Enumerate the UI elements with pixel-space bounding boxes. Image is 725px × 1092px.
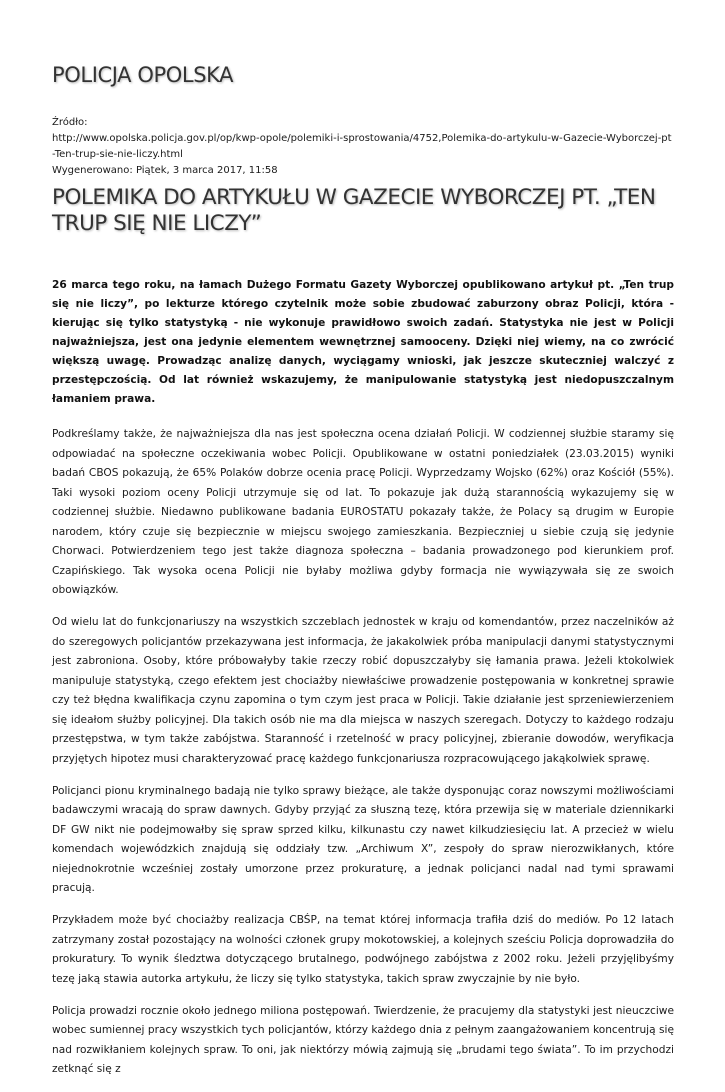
article-body: [52, 425, 674, 1092]
source-label: Źródło:: [52, 117, 88, 128]
article-lead: 26 marca tego roku, na łamach Dużego Formatu Gazety Wyborczej opublikowano artykuł pt. „Ten trup się nie liczy”, po lekturze którego czytelnik może sobie zbudować zaburzony obraz Policji, która - kierując się tylko statystyką - nie wykonuje prawidłowo swoich zadań. Statystyka nie jest w Policji najważniejsza, jest ona jedynie elementem wewnętrznej samooceny. Dzięki niej wiemy, na co zwrócić większą uwagę. Prowadząc analizę danych, wyciągamy wnioski, jak jeszcze skuteczniej walczyć z przestępczością. Od lat również wskazujemy, że manipulowanie statystyką jest niedopuszczalnym łamaniem prawa.: [52, 279, 674, 405]
article-title: POLEMIKA DO ARTYKUŁU W GAZECIE WYBORCZEJ PT. „TEN TRUP SIĘ NIE LICZY”: [52, 185, 656, 236]
source-url: http://www.opolska.policja.gov.pl/op/kwp-opole/polemiki-i-sprostowania/4752,Polemika-do-artykulu-w-Gazecie-Wyborczej-pt-Ten-trup-sie-nie-liczy.html: [52, 133, 672, 160]
article-paragraph: Od wielu lat do funkcjonariuszy na wszystkich szczeblach jednostek w kraju od komendantów, przez naczelników aż do szeregowych policjantów przekazywana jest informacja, że jakakolwiek próba manipulacji danymi statystycznymi jest zabroniona. Osoby, które próbowałyby takie rzeczy robić dopuszczałyby się łamania prawa. Jeżeli ktokolwiek manipuluje statystyką, czego efektem jest chociażby niewłaściwe prowadzenie postępowania w konkretnej sprawie czy też błędna kwalifikacja czynu zapomina o tym czym jest praca w Policji. Takie działanie jest sprzeniewierzeniem się ideałom służby policyjnej. Dla takich osób nie ma dla miejsca w naszych szeregach. Dotyczy to każdego rodzaju przestępstwa, w tym także zabójstwa. Staranność i rzetelność w pracy policyjnej, zbieranie dowodów, weryfikacja przyjętych hipotez musi charakteryzować pracę każdego funkcjonariusza rozpracowującego jakąkolwiek sprawę.: [52, 616, 674, 765]
document-meta: [52, 115, 674, 179]
article-paragraph: Policja prowadzi rocznie około jednego miliona postępowań. Twierdzenie, że pracujemy dla statystyki jest nieuczciwe wobec sumiennej pracy wszystkich tych policjantów, którzy każdego dnia z pełnym zaangażowaniem koncentrują się nad rozwikłaniem kolejnych spraw. To oni, jak niektórzy mówią zajmują się „brudami tego świata”. To im przychodzi zetknąć się z: [52, 1004, 674, 1075]
article-paragraph: Podkreślamy także, że najważniejsza dla nas jest społeczna ocena działań Policji. W codziennej służbie staramy się odpowiadać na społeczne oczekiwania wobec Policji. Opublikowane w ostatni poniedziałek (23.03.2015) wyniki badań CBOS pokazują, że 65% Polaków dobrze ocenia pracę Policji. Wyprzedzamy Wojsko (62%) oraz Kościół (55%). Taki wysoki poziom oceny Policji utrzymuje się od lat. To pokazuje jak dużą starannością wykazujemy się w codziennej służbie. Niedawno publikowane badania EUROSTATU pokazały także, że Polacy są drugim w Europie narodem, który czuje się bezpiecznie w miejscu swojego zamieszkania. Bezpieczniej u siebie czują się jedynie Chorwaci. Potwierdzeniem tego jest także diagnoza społeczna – badania prowadzonego pod kierunkiem prof. Czapińskiego. Tak wysoka ocena Policji nie byłaby możliwa gdyby formacja nie wywiązywała się ze swoich obowiązków.: [52, 428, 674, 596]
generated-timestamp: Wygenerowano: Piątek, 3 marca 2017, 11:58: [52, 165, 278, 176]
article-paragraph: Policjanci pionu kryminalnego badają nie tylko sprawy bieżące, ale także dysponując coraz nowszymi możliwościami badawczymi wracają do spraw dawnych. Gdyby przyjąć za słuszną tezę, która przewija się w materiale dziennikarki DF GW nikt nie podejmowałby się spraw sprzed kilku, kilkunastu czy nawet kilkudziesięciu lat. A przecież w wielu komendach wojewódzkich znajdują się oddziały tzw. „Archiwum X”, zespoły do spraw nierozwikłanych, które niejednokrotnie wcześniej zostały umorzone przez prokuraturę, a jednak policjanci nadal nad tymi sprawami pracują.: [52, 784, 674, 894]
article-paragraph: Przykładem może być chociażby realizacja CBŚP, na temat której informacja trafiła dziś do mediów. Po 12 latach zatrzymany został pozostający na wolności członek grupy mokotowskiej, a kolejnych sześciu Policja doprowadziła do prokuratury. To wynik śledztwa dotyczącego brutalnego, podwójnego zabójstwa z 2002 roku. Jeżeli przyjęlibyśmy tezę jaką stawia autorka artykułu, że liczy się tylko statystyka, takich spraw zwyczajnie by nie było.: [52, 914, 674, 985]
site-title: POLICJA OPOLSKA: [52, 63, 234, 87]
